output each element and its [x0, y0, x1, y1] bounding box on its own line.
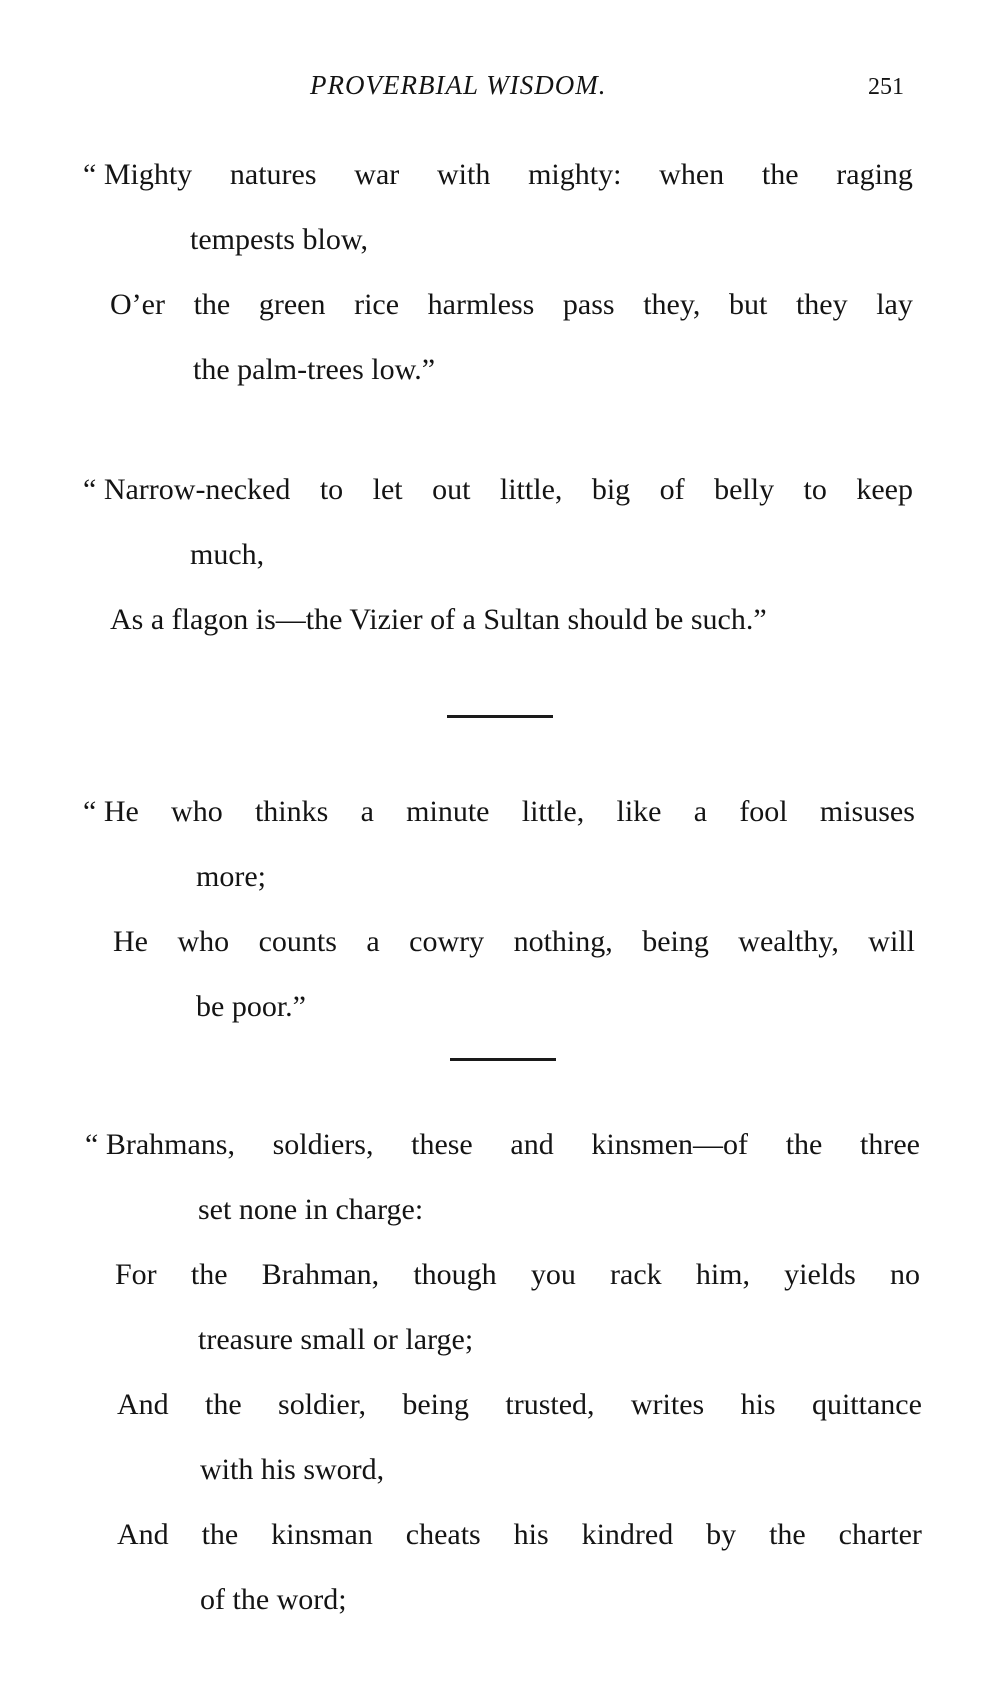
verse-word: to [803, 473, 827, 506]
section-divider [450, 1058, 556, 1061]
verse-word: quittance [811, 1388, 922, 1421]
verse-line [196, 857, 266, 897]
verse-line [200, 1450, 384, 1490]
verse-word: the palm-trees low.” [193, 353, 436, 386]
verse-line [190, 535, 264, 575]
verse-word: pass [562, 288, 615, 321]
verse-word: with [437, 158, 491, 191]
verse-word: nothing, [513, 925, 613, 958]
verse-word: with his sword, [200, 1453, 385, 1486]
verse-word: of the word; [200, 1583, 347, 1616]
verse-word: the [769, 1518, 806, 1551]
verse-word: will [868, 925, 915, 958]
verse-word: let [372, 473, 403, 506]
verse-word: more; [196, 860, 266, 893]
verse-word: And [117, 1518, 169, 1551]
verse-word: treasure small or large; [198, 1323, 474, 1356]
verse-word: counts [258, 925, 337, 958]
verse-word: of [659, 473, 685, 506]
verse-word: trusted, [505, 1388, 595, 1421]
verse-word: by [706, 1518, 737, 1551]
verse-word: they [795, 288, 848, 321]
verse-word: raging [836, 158, 913, 191]
verse-word: little, [499, 473, 563, 506]
verse-line [113, 922, 915, 962]
section-divider [447, 715, 553, 718]
verse-line [193, 350, 435, 390]
verse-word: tempests blow, [190, 223, 369, 256]
verse-word: writes [630, 1388, 705, 1421]
verse-word: lay [876, 288, 913, 321]
verse-line [83, 470, 913, 510]
verse-word: war [354, 158, 400, 191]
verse-word: they, [643, 288, 701, 321]
verse-line [198, 1320, 473, 1360]
verse-line [200, 1580, 347, 1620]
verse-word: no [890, 1258, 920, 1291]
verse-word: the [761, 158, 799, 191]
verse-word: out [432, 473, 471, 506]
verse-word: being [402, 1388, 470, 1421]
verse-word: the [190, 1258, 228, 1291]
verse-word: rice [354, 288, 400, 321]
verse-word: be poor.” [196, 990, 306, 1023]
verse-word: a [693, 795, 708, 828]
verse-word: cheats [405, 1518, 481, 1551]
verse-line [83, 155, 913, 195]
verse-word: soldier, [278, 1388, 366, 1421]
verse-word: belly [714, 473, 775, 506]
verse-line [85, 1125, 920, 1165]
verse-word: much, [190, 538, 265, 571]
verse-line [190, 220, 368, 260]
verse-word: these [411, 1128, 473, 1161]
verse-word: big [591, 473, 631, 506]
verse-line [83, 792, 915, 832]
verse-word: minute [406, 795, 490, 828]
verse-line [117, 1515, 922, 1555]
verse-word: And [117, 1388, 169, 1421]
verse-word: little, [521, 795, 585, 828]
verse-word: but [729, 288, 768, 321]
verse-word: harmless [427, 288, 535, 321]
verse-word: green [258, 288, 326, 321]
verse-word: set none in charge: [198, 1193, 424, 1226]
verse-word: fool [739, 795, 788, 828]
verse-word: being [642, 925, 709, 958]
verse-word: O’er [110, 288, 165, 321]
verse-word: the [785, 1128, 823, 1161]
verse-word: “ Mighty [83, 158, 193, 191]
verse-word: kinsmen—of [591, 1128, 749, 1161]
verse-word: mighty: [528, 158, 622, 191]
verse-word: three [860, 1128, 920, 1161]
verse-word: the [193, 288, 231, 321]
verse-word: charter [838, 1518, 922, 1551]
page-number: 251 [868, 74, 904, 100]
verse-word: As a flagon is—the Vizier of a Sultan should be such.” [110, 603, 767, 636]
verse-line [115, 1255, 920, 1295]
verse-word: to [319, 473, 344, 506]
verse-word: when [659, 158, 725, 191]
verse-word: a [366, 925, 380, 958]
verse-word: thinks [254, 795, 329, 828]
verse-line [196, 987, 306, 1027]
verse-word: you [530, 1258, 576, 1291]
verse-word: cowry [409, 925, 485, 958]
verse-word: kindred [581, 1518, 674, 1551]
verse-word: who [177, 925, 230, 958]
verse-word: For [115, 1258, 157, 1291]
verse-word: and [510, 1128, 554, 1161]
verse-line [110, 600, 767, 640]
verse-word: him, [695, 1258, 750, 1291]
verse-word: He [113, 925, 148, 958]
verse-word: the [205, 1388, 242, 1421]
verse-word: though [413, 1258, 497, 1291]
verse-word: “ He [83, 795, 139, 828]
verse-word: who [171, 795, 223, 828]
verse-word: kinsman [271, 1518, 373, 1551]
verse-word: keep [856, 473, 913, 506]
verse-word: “ Brahmans, [85, 1128, 235, 1161]
verse-word: like [616, 795, 662, 828]
running-title: PROVERBIAL WISDOM. [310, 70, 607, 100]
verse-word: his [740, 1388, 776, 1421]
verse-word: the [201, 1518, 239, 1551]
verse-word: wealthy, [738, 925, 839, 958]
verse-word: rack [610, 1258, 662, 1291]
verse-word: yields [784, 1258, 856, 1291]
verse-word: Brahman, [261, 1258, 380, 1291]
verse-word: soldiers, [272, 1128, 374, 1161]
running-head [0, 70, 1000, 120]
verse-line [198, 1190, 423, 1230]
verse-word: his [513, 1518, 549, 1551]
verse-word: a [360, 795, 374, 828]
verse-word: “ Narrow-necked [83, 473, 291, 506]
verse-line [117, 1385, 922, 1425]
verse-word: misuses [819, 795, 915, 828]
verse-word: natures [229, 158, 317, 191]
verse-line [110, 285, 913, 325]
